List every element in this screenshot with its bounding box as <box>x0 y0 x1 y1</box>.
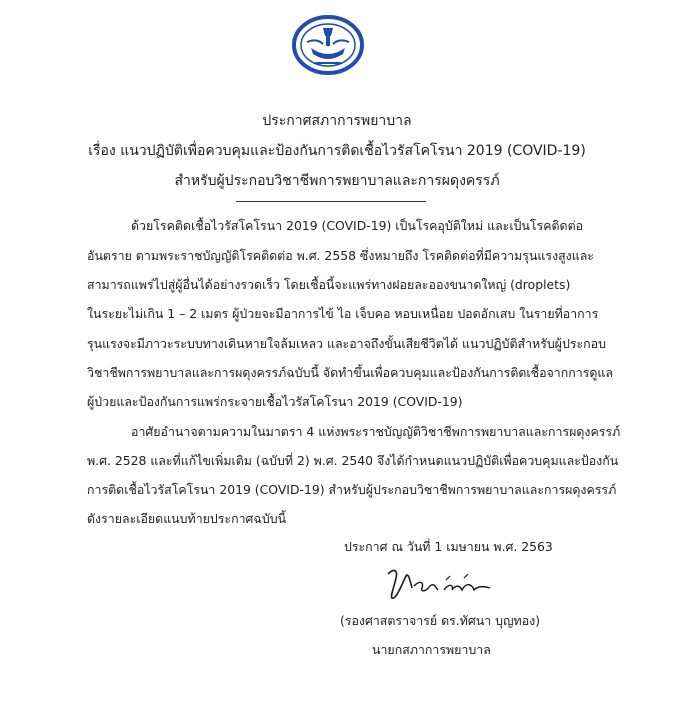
body-line: การติดเชื้อไวรัสโคโรนา 2019 (COVID-19) สำหรับผู้ประกอบวิชาชีพการพยาบาลและการผดุงครรภ์ <box>87 482 617 497</box>
body-line: อาศัยอำนาจตามความในมาตรา 4 แห่งพระราชบัญญัติวิชาชีพการพยาบาลและการผดุงครรภ์ <box>131 424 621 439</box>
body-line: ผู้ป่วยและป้องกันการแพร่กระจายเชื้อไวรัสโคโรนา 2019 (COVID-19) <box>87 394 463 409</box>
announcement-title: ประกาศสภาการพยาบาล <box>262 113 412 129</box>
signatory-position: นายกสภาการพยาบาล <box>372 642 491 657</box>
signatory-name: (รองศาสตราจารย์ ดร.ทัศนา บุญทอง) <box>340 613 541 628</box>
body-line: ด้วยโรคติดเชื้อไวรัสโคโรนา 2019 (COVID-19) เป็นโรคอุบัติใหม่ และเป็นโรคติดต่อ <box>131 218 584 233</box>
body-line: ดังรายละเอียดแนบท้ายประกาศฉบับนี้ <box>87 511 287 526</box>
announcement-audience: สำหรับผู้ประกอบวิชาชีพการพยาบาลและการผดุงครรภ์ <box>174 173 500 189</box>
body-line: ในระยะไม่เกิน 1 – 2 เมตร ผู้ป่วยจะมีอาการไข้ ไอ เจ็บคอ หอบเหนื่อย ปอดอักเสบ ในรายที่อาการ <box>87 306 599 321</box>
body-line: อันตราย ตามพระราชบัญญัติโรคติดต่อ พ.ศ. 2558 ซึ่งหมายถึง โรคติดต่อที่มีความรุนแรงสูงและ <box>87 248 594 263</box>
announcement-date: ประกาศ ณ วันที่ 1 เมษายน พ.ศ. 2563 <box>344 539 553 554</box>
handwritten-signature <box>380 564 504 604</box>
body-line: พ.ศ. 2528 และที่แก้ไขเพิ่มเติม (ฉบับที่ 2) พ.ศ. 2540 จึงได้กำหนดแนวปฏิบัติเพื่อควบคุมและป้องกัน <box>87 453 619 468</box>
body-line: สามารถแพร่ไปสู่ผู้อื่นได้อย่างรวดเร็ว โดยเชื้อนี้จะแพร่ทางฝอยละอองขนาดใหญ่ (droplets) <box>87 277 571 292</box>
body-line: รุนแรงจะมีภาวะระบบทางเดินหายใจล้มเหลว และอาจถึงขั้นเสียชีวิตได้ แนวปฏิบัติสำหรับผู้ประกอบ <box>87 336 606 351</box>
nursing-council-seal-icon <box>289 14 367 76</box>
announcement-subject: เรื่อง แนวปฏิบัติเพื่อควบคุมและป้องกันการติดเชื้อไวรัสโคโรนา 2019 (COVID-19) <box>88 143 586 159</box>
header-divider <box>236 201 426 202</box>
body-line: วิชาชีพการพยาบาลและการผดุงครรภ์ฉบับนี้ จัดทำขึ้นเพื่อควบคุมและป้องกันการติดเชื้อจากการดูแล <box>87 365 613 380</box>
